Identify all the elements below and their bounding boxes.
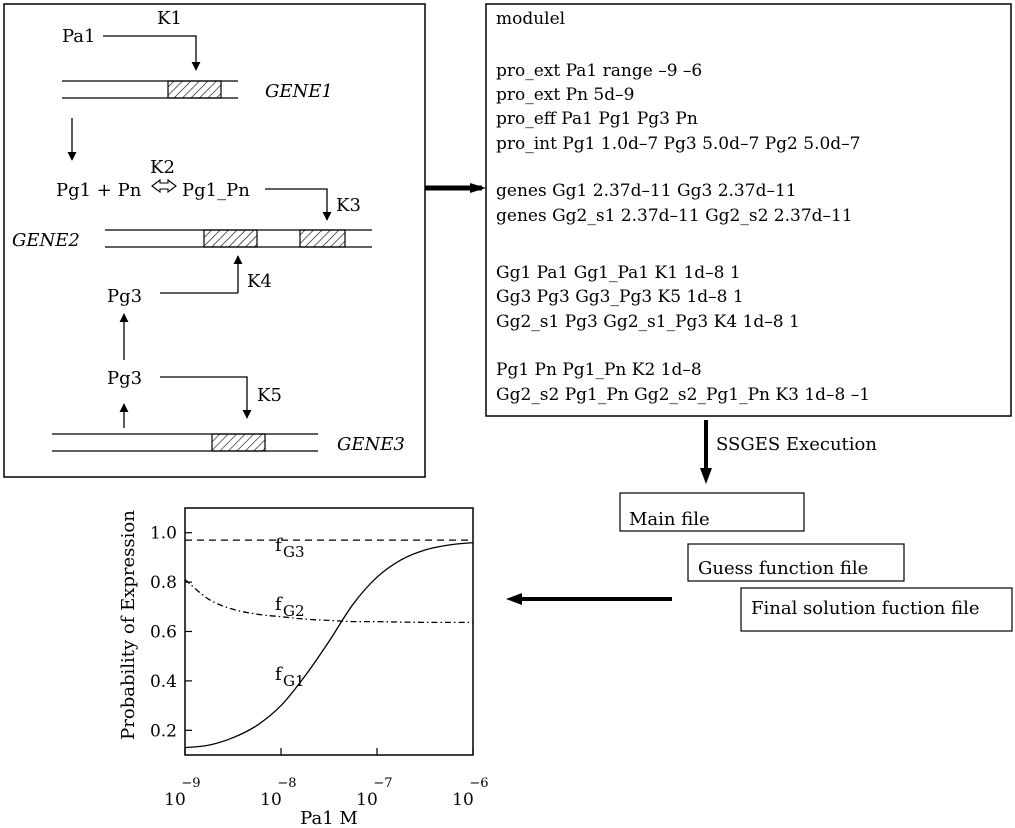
- y-tick-label: 0.4: [149, 671, 177, 692]
- k1-label: K1: [157, 8, 182, 29]
- series-line-fG2: [185, 580, 473, 623]
- module-line: pro_int Pg1 1.0d–7 Pg3 5.0d–7 Pg2 5.0d–7: [496, 134, 861, 154]
- gene1-strand: [62, 81, 238, 98]
- pg3-upper-label: Pg3: [107, 286, 143, 307]
- module-line: Gg1 Pa1 Gg1_Pa1 K1 1d–8 1: [496, 263, 741, 283]
- k5-label: K5: [257, 385, 282, 406]
- y-tick-label: 1.0: [149, 523, 177, 544]
- execution-label: SSGES Execution: [716, 434, 877, 455]
- x-axis-ticks: [164, 748, 488, 810]
- series-label-fG3: f: [275, 535, 282, 556]
- y-axis-title: Probability of Expression: [118, 510, 139, 740]
- series-label-sub-fG3: G3: [283, 543, 305, 561]
- module-line: Pg1 Pn Pg1_Pn K2 1d–8: [496, 360, 702, 380]
- series-labels: [275, 535, 305, 690]
- k1-arrow: [103, 36, 196, 70]
- x-tick-exponent: −8: [277, 776, 297, 791]
- module-line: Gg2_s1 Pg3 Gg2_s1_Pg3 K4 1d–8 1: [496, 312, 800, 332]
- reversible-arrow-icon: [152, 180, 176, 192]
- gene3-label: GENE3: [337, 434, 405, 455]
- module-line: Gg2_s2 Pg1_Pn Gg2_s2_Pg1_Pn K3 1d–8 –1: [496, 385, 871, 405]
- files-to-chart-arrowhead: [506, 593, 522, 605]
- series-label-fG1: f: [275, 664, 282, 685]
- gene3-strand: [52, 434, 318, 451]
- gene3-binding-site: [212, 434, 265, 451]
- k3-label: K3: [336, 195, 361, 216]
- k5-arrow: [160, 377, 247, 418]
- x-axis-title: Pa1 M: [300, 808, 358, 828]
- module-line: pro_ext Pn 5d–9: [496, 85, 635, 105]
- k2-label: K2: [150, 157, 175, 178]
- module-code: [496, 9, 870, 405]
- module-line: genes Gg1 2.37d–11 Gg3 2.37d–11: [496, 181, 797, 201]
- x-tick-base: 10: [164, 790, 186, 810]
- chart-series: [185, 540, 473, 748]
- x-tick-exponent: −9: [181, 776, 201, 791]
- gene1-binding-site: [168, 81, 221, 98]
- x-tick-exponent: −6: [469, 776, 489, 791]
- x-tick-base: 10: [260, 790, 282, 810]
- gene2-label: GENE2: [12, 230, 80, 251]
- x-tick-exponent: −7: [373, 776, 393, 791]
- series-label-sub-fG1: G1: [283, 672, 305, 690]
- gene2-binding-site-2: [300, 230, 345, 247]
- expression-chart: [118, 508, 489, 828]
- series-label-sub-fG2: G2: [283, 602, 305, 620]
- gene2-binding-site-1: [204, 230, 257, 247]
- gene2-strand: [105, 230, 372, 247]
- execution-arrowhead: [700, 468, 712, 484]
- final-file-label: Final solution fuction file: [751, 598, 980, 619]
- y-tick-label: 0.8: [149, 573, 177, 594]
- module-line: genes Gg2_s1 2.37d–11 Gg2_s2 2.37d–11: [496, 206, 853, 226]
- series-label-fG2: f: [275, 594, 282, 615]
- network-to-module-arrowhead: [470, 183, 486, 193]
- pg1-pn-label: Pg1_Pn: [182, 180, 250, 201]
- series-line-fG1: [185, 543, 473, 748]
- x-tick-base: 10: [452, 790, 474, 810]
- k4-label: K4: [247, 271, 272, 292]
- module-line: pro_eff Pa1 Pg1 Pg3 Pn: [496, 109, 698, 129]
- gene1-label: GENE1: [265, 81, 333, 102]
- y-tick-label: 0.6: [149, 622, 177, 643]
- main-file-label: Main file: [629, 509, 710, 530]
- module-line: Gg3 Pg3 Gg3_Pg3 K5 1d–8 1: [496, 287, 744, 307]
- pg3-lower-label: Pg3: [107, 368, 143, 389]
- module-line: pro_ext Pa1 range –9 –6: [496, 61, 703, 81]
- x-tick-base: 10: [356, 790, 378, 810]
- k3-arrow: [265, 189, 327, 220]
- pa1-label: Pa1: [62, 26, 96, 47]
- plot-frame: [185, 508, 473, 755]
- module-line: modulel: [496, 9, 566, 29]
- reaction-label: Pg1 + Pn: [56, 180, 142, 201]
- y-tick-label: 0.2: [149, 721, 177, 742]
- guess-file-label: Guess function file: [698, 558, 869, 579]
